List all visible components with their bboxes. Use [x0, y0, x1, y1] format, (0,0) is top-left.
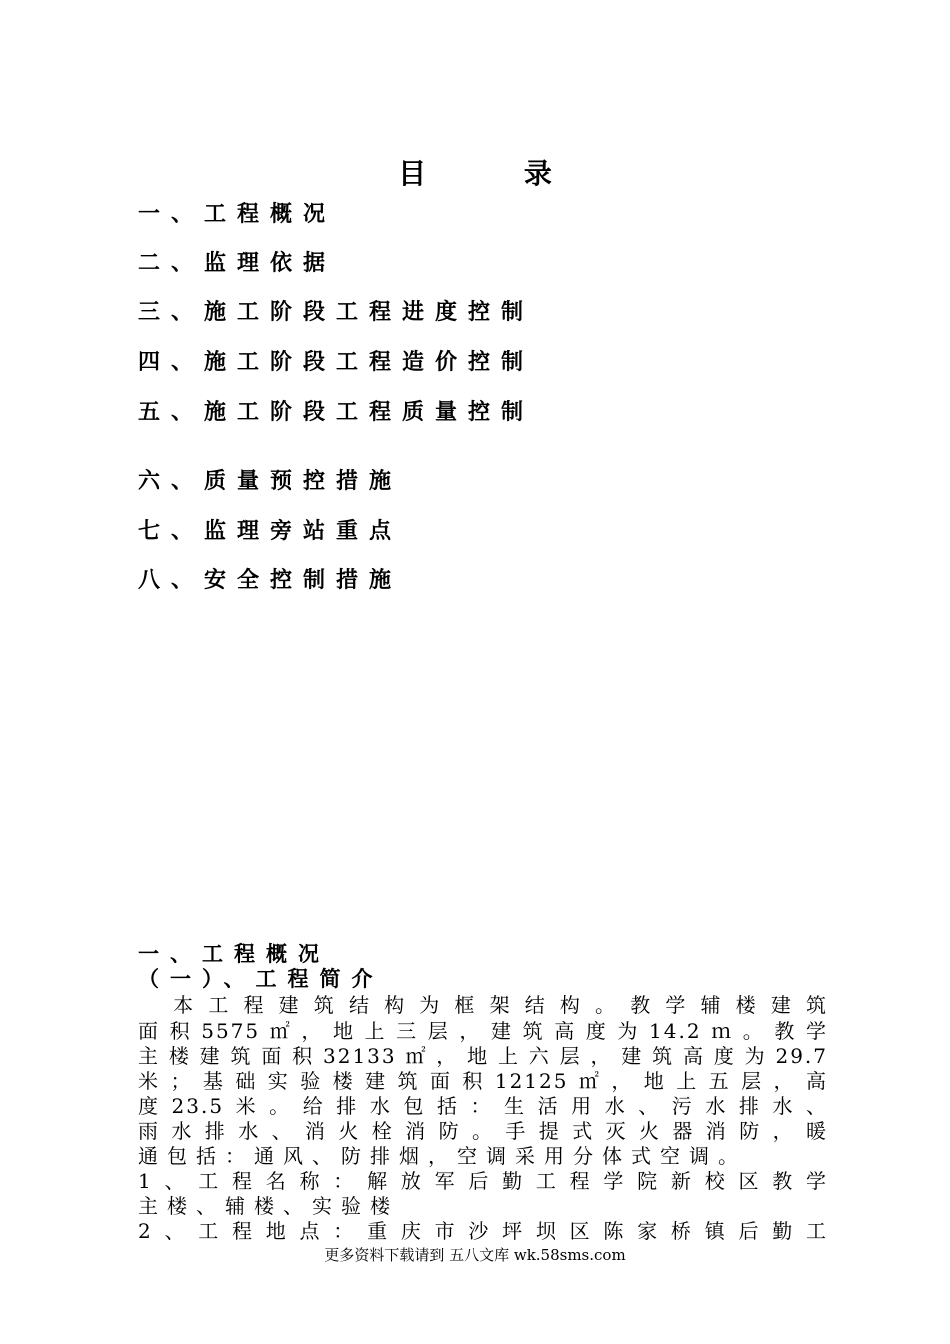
body-line: 面积5575㎡，地上三层，建筑高度为14.2ｍ。教学 — [138, 1019, 828, 1043]
section-heading: 一、工程概况 — [138, 941, 330, 966]
toc-item[interactable]: 四、施工阶段工程造价控制 — [138, 349, 535, 375]
body-line: 米；基础实验楼建筑面积12125㎡，地上五层，高 — [138, 1069, 828, 1093]
body-line: 主楼建筑面积32133㎡，地上六层，建筑高度为29.7 — [138, 1044, 828, 1068]
body-line: 2、工程地点：重庆市沙坪坝区陈家桥镇后勤工 — [138, 1219, 828, 1243]
body-line: 1、工程名称：解放军后勤工程学院新校区教学 — [138, 1169, 828, 1193]
body-line: 度23.5米。给排水包括：生活用水、污水排水、 — [138, 1094, 828, 1118]
toc-item[interactable]: 二、监理依据 — [138, 250, 337, 276]
toc-item[interactable]: 八、安全控制措施 — [138, 567, 403, 593]
body-line: 通包括：通风、防排烟，空调采用分体式空调。 — [138, 1144, 747, 1168]
body-line: 本工程建筑结构为框架结构。教学辅楼建筑 — [138, 993, 828, 1017]
toc-item[interactable]: 七、监理旁站重点 — [138, 518, 403, 544]
section-subheading: （一）、工程简介 — [138, 966, 384, 991]
toc-item[interactable]: 三、施工阶段工程进度控制 — [138, 299, 535, 325]
footer-link[interactable]: 更多资料下载请到 五八文库 wk.58sms.com — [324, 1246, 626, 1264]
toc-item[interactable]: 一、工程概况 — [138, 201, 337, 227]
page-title: 目 录 — [398, 157, 596, 190]
toc-item[interactable]: 五、施工阶段工程质量控制 — [138, 399, 535, 425]
body-line: 雨水排水、消火栓消防。手提式灭火器消防，暖 — [138, 1119, 828, 1143]
toc-item[interactable]: 六、质量预控措施 — [138, 468, 403, 494]
body-line: 主楼、辅楼、实验楼 — [138, 1194, 399, 1218]
